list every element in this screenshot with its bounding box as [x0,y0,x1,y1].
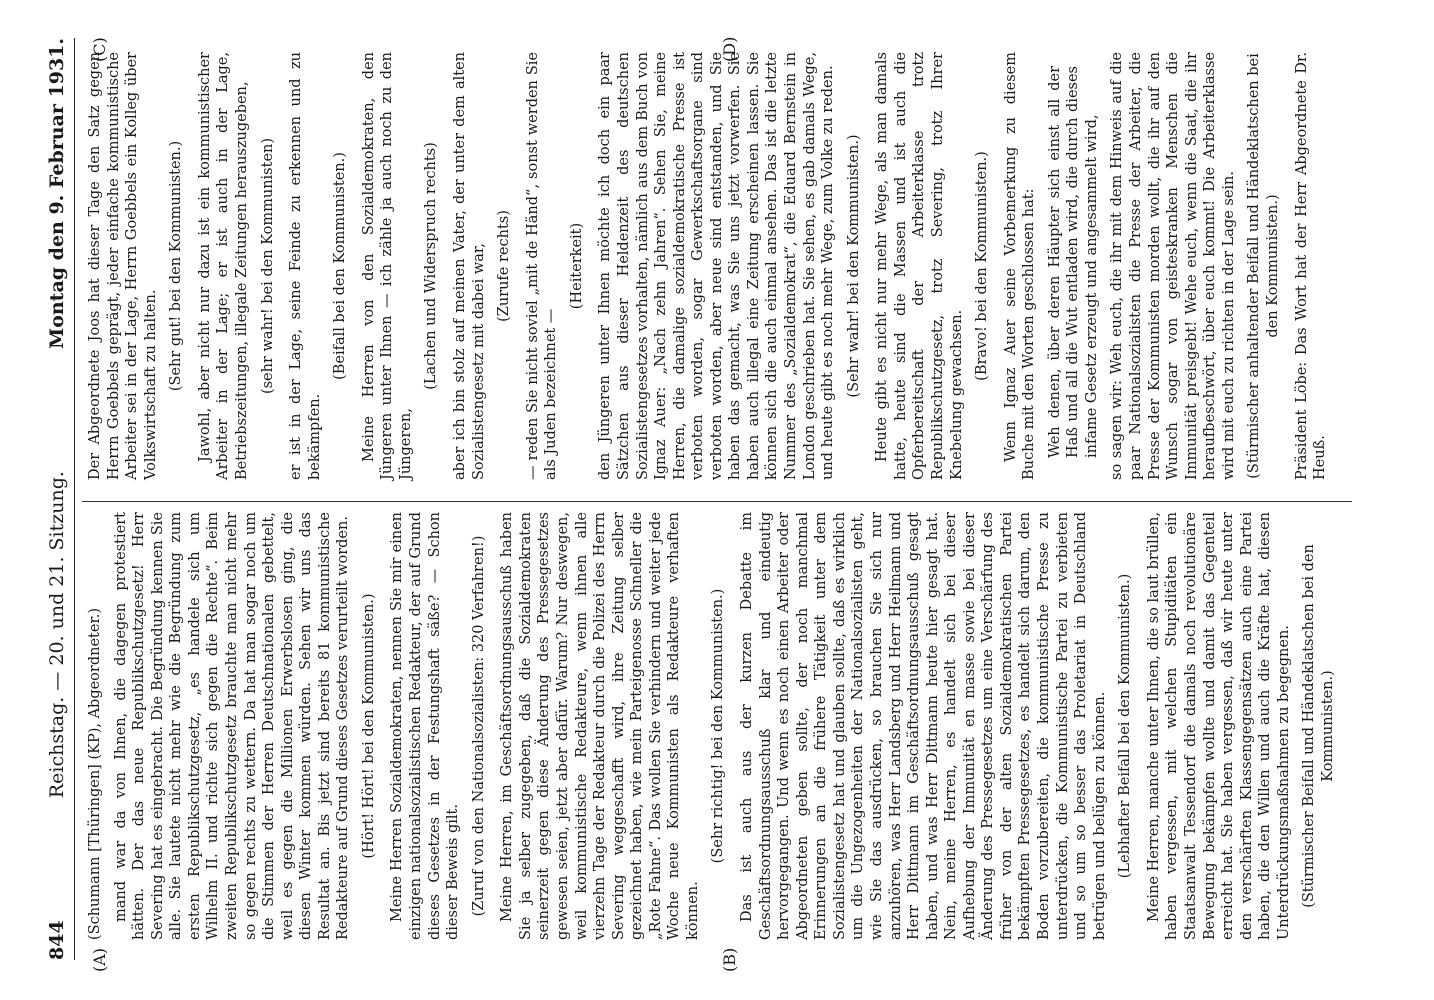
page-header [46,38,70,960]
document-page [30,20,1400,980]
interjection: (Lebhafter Beifall bei den Kommunisten.) [1117,573,1134,879]
paragraph: aber ich bin stolz auf meinen Vater, der unter dem alten Sozialistengesetz mit dabei war, [452,52,487,480]
interjection: (Stürmischer anhaltender Beifall und Händeklatschen bei den Kommunisten.) [1246,53,1281,479]
header-rule [74,38,75,960]
right-column [86,52,1337,480]
paragraph: Präsident Löbe: Das Wort hat der Herr Abgeordnete Dr. Heuß. [1293,52,1329,480]
interjection: (Lachen und Widerspruch rechts) [423,142,440,390]
paragraph: mand war da von Ihnen, die dagegen protestiert hätten. Der das neue Republikschutzgesetz! Herr Severing hat es eingebracht. Die Begründung kennen Sie alle. Sie lautete nicht mehr wie die Begründung zum ersten Republikschutzgesetz, „es handele sich um Wilhelm II. und richte sich gegen die Rechte“. Beim zweiten Republikschutzgesetz brauchte man nicht mehr so gegen rechts zu wettern. Da hat man sogar noch um die Stimmen der Herren Deutschnationalen gebettelt, weil es gegen die Millionen Erwerbslosen ging, die diesen Winter kommen würden. Sehen wir uns das Resultat an. Bis jetzt sind bereits 81 kommunistische Redakteure auf Grund dieses Gesetzes verurteilt worden. [112,512,352,940]
interjection: (Zuruf von den Nationalsozialisten: 320 Verfahren!) [470,535,487,917]
header-date: Montag den 9. Februar 1931. [46,38,68,349]
margin-marker-b: (B) [720,947,739,972]
interjection: (Beifall bei den Kommunisten.) [332,152,349,380]
interjection: (Bravo! bei den Kommunisten.) [974,151,991,381]
interjection: (sehr wahr! bei den Kommunisten) [259,137,276,395]
column-divider [82,501,1352,502]
block-quote: Weh denen, über deren Häupter sich einst all der Haß und all die Wut entladen wird, die durch dieses infame Gesetz erzeugt und angesammelt wird, [1046,66,1100,458]
interjection: (Zurufe rechts) [496,210,513,322]
paragraph: Meine Herren Sozialdemokraten, nennen Sie mir einen einzigen nationalsozialistischen Redakteur, der auf Grund dieses Gesetzes in der Festungshaft säße? — Schon dieser Beweis gilt. [389,512,462,940]
rotated-page [30,20,1400,980]
paragraph: — reden Sie nicht soviel „mit de Händ“, sonst werden Sie als Juden bezeichnet — [524,52,560,480]
header-title: Reichstag. — 20. und 21. Sitzung. [46,471,68,799]
paragraph: den Jüngeren unter Ihnen möchte ich doch ein paar Sätzchen aus dieser Heldenzeit des deutschen Sozialistengesetzes vorhalten, nämlich aus dem Buch von Ignaz Auer: „Nach zehn Jahren“. Sehen Sie, meine Herren, die damalige sozialdemokratische Presse ist verboten worden, sogar Gewerkschaftsorgane sind verboten worden, aber neue sind entstanden, und Sie haben das gemacht, was Sie uns jetzt vorwerfen. Sie haben auch illegal eine Zeitung erscheinen lassen. Sie können sich die auch einmal ansehen. Das ist die letzte Nummer des „Sozialdemokrat“, die Eduard Bernstein in London geschrieben hat. Sie sehen, es gab damals Wege, und heute gibt es noch mehr Wege, zum Volke zu reden. [597,52,837,480]
dfg-credit [1416,0,1434,1000]
paragraph: Das ist auch aus der kurzen Debatte im Geschäftsordnungsausschuß klar und eindeutig hervorgegangen. Und wenn es noch einen Arbeiter oder Abgeordneten geben sollte, der noch manchmal Erinnerungen an die frühere Tätigkeit unter dem Sozialistengesetz hat und glauben sollte, daß es wirklich um die Ungezogenheiten der Nationalsozialisten geht, wie Sie das ausdrücken, so brauchen Sie sich nur anzuhören, was Herr Landsberg und Herr Heilmann und Herr Dittmann im Geschäftsordnungsausschuß gesagt haben, und was Herr Dittmann heute hier gesagt hat. Nein, meine Herren, es handelt sich bei dieser Aufhebung der Immunität en masse sowie bei dieser Änderung des Pressegesetzes um eine Verschärfung des früher von der alten Sozialdemokratischen Partei bekämpften Pressegesetzes, es handelt sich darum, den Boden vorzubereiten, die kommunistische Presse zu unterdrücken, die Kommunistische Partei zu verbieten und so um so besser das Proletariat in Deutschland betrügen und belügen zu können. [739,512,1108,940]
interjection: (Stürmischer Beifall und Händeklatschen bei den Kommunisten.) [1301,544,1336,908]
interjection: (Sehr wahr! bei den Kommunisten.) [845,134,862,398]
paragraph: (Schumann [Thüringen] (KP), Abgeordneter.) [87,607,103,940]
paragraph: er ist in der Lage, seine Feinde zu erkennen und zu bekämpfen. [288,52,323,480]
paragraph: Heute gibt es nicht nur mehr Wege, als man damals hatte, heute sind die Massen und ist auch die Opferbereitschaft der Arbeiterklasse trotz Republikschutzgesetz, trotz Severing, trotz Ihrer Knebelung gewachsen. [874,52,965,480]
page-number: 844 [46,920,68,960]
left-column [86,512,1347,940]
paragraph: Meine Herren, im Geschäftsordnungsausschuß haben Sie ja selber zugegeben, daß die Sozialdemokraten seinerzeit gegen diese Änderung des Pressegesetzes gewesen seien, jetzt aber dafür. Warum? Nur deswegen, weil kommunistische Redakteure, wenn ihnen alle vierzehn Tage der Redakteur durch die Polizei des Herrn Severing weggeschafft wird, ihre Zeitung selber gezeichnet haben, wie mein Parteigenosse Schneller die „Rote Fahne“. Das wollen Sie verhindern und weiter jede Woche neue Kommunisten als Redakteure verhaften können. [499,512,701,940]
paragraph: Meine Herren, manche unter Ihnen, die so laut brüllen, haben vergessen, mit welchen Stupiditäten ein Staatsanwalt Tessendorf die damals noch revolutionäre Bewegung bekämpfen wollte und damit das Gegenteil erreicht hat. Sie haben vergessen, daß wir heute unter den verschärften Klassengegensätzen auch eine Partei haben, die den Willen und auch die Kräfte hat, diesen Unterdrückungsmaßnahmen zu begegnen. [1145,512,1292,940]
interjection: (Hört! Hört! bei den Kommunisten.) [360,593,377,859]
interjection: (Sehr richtig! bei den Kommunisten.) [710,588,727,864]
margin-marker-d: (D) [720,36,739,62]
paragraph: Wenn Ignaz Auer seine Vorbemerkung zu diesem Buche mit den Worten geschlossen hat: [1002,52,1038,480]
interjection: (Sehr gut! bei den Kommunisten.) [168,140,185,392]
margin-marker-c: (C) [90,37,109,62]
paragraph: Meine Herren von den Sozialdemokraten, den Jüngeren unter Ihnen — ich zähle ja auch noch zu den Jüngeren, [360,52,414,480]
paragraph: Jawohl, aber nicht nur dazu ist ein kommunistischer Arbeiter in der Lage; er ist auch in der Lage, Betriebszeitungen, illegale Zeitungen herauszugeben, [196,52,250,480]
interjection: (Heiterkeit) [568,222,585,310]
paragraph: so sagen wir: Weh euch, die ihr mit dem Hinweis auf die paar Nationalsozialisten die Presse der Arbeiter, die Presse der Kommunisten morden wollt, die ihr auf den Wunsch sogar von geisteskranken Menschen die Immunität preisgebt! Wehe euch, wenn die Saat, die ihr heraufbeschwört, über euch kommt! Die Arbeiterklasse wird mit euch zu richten in der Lage sein. [1109,52,1237,480]
paragraph: Der Abgeordnete Joos hat dieser Tage den Satz gegen Herrn Goebbels geprägt, jeder einfache kommunistische Arbeiter sei in der Lage, Herrn Goebbels ein Kolleg über Volkswirtschaft zu halten. [87,52,159,480]
margin-marker-a: (A) [90,947,109,972]
